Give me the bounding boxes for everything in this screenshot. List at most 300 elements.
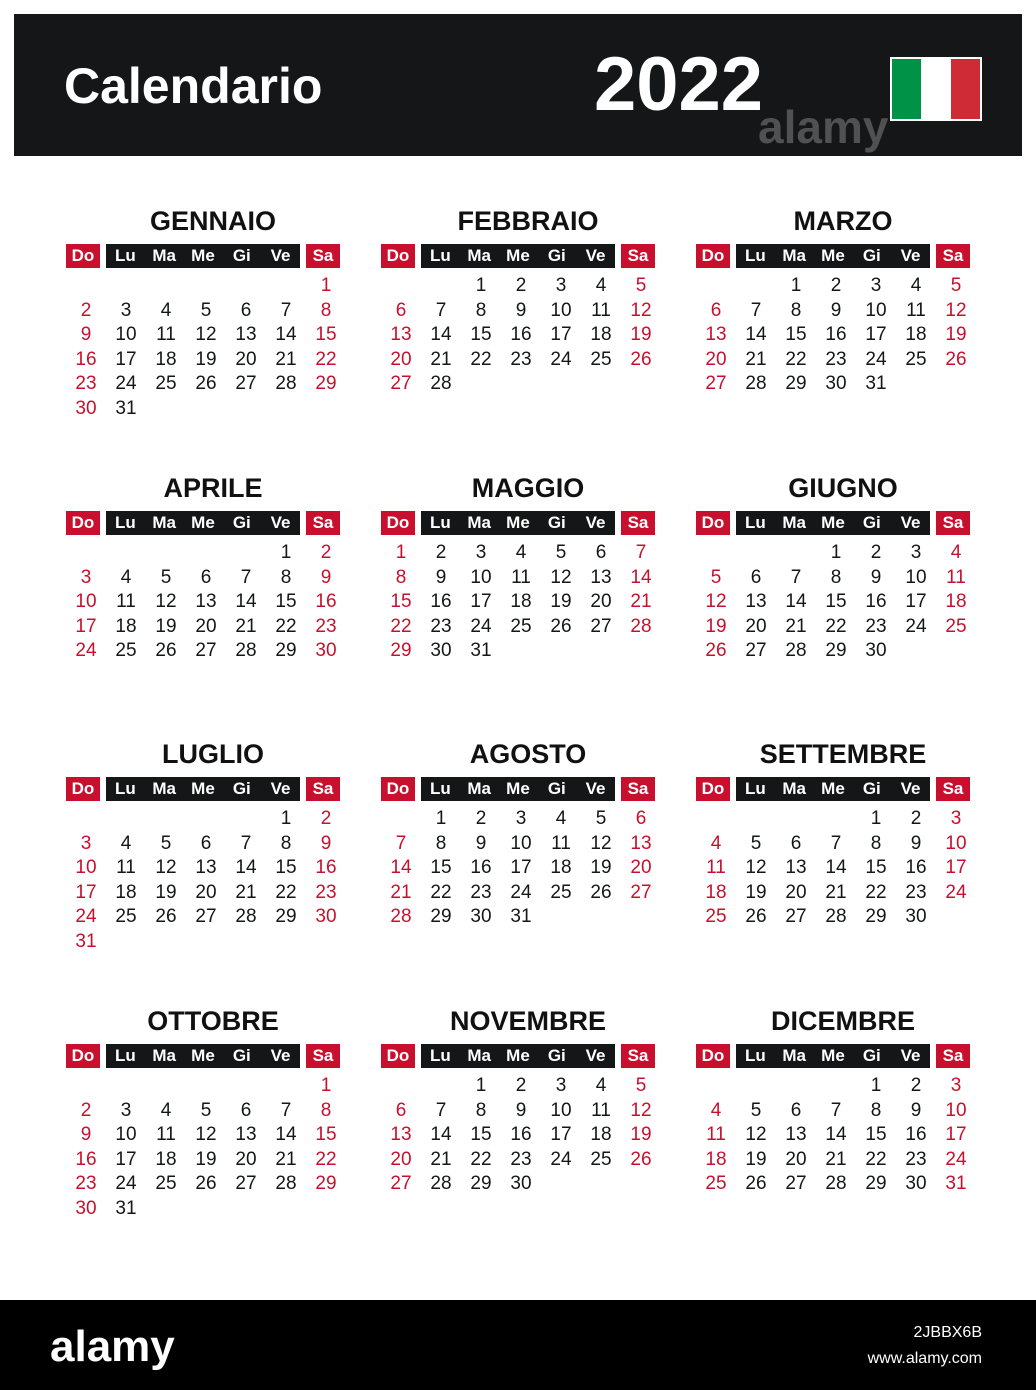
day-cell: 1 [395,542,407,563]
empty-day-cell [66,1074,106,1099]
weekday-label: Lu [430,246,451,265]
empty-day-cell [816,1074,856,1099]
day-cell: 30 [825,373,847,394]
day-cell: 5 [750,832,762,854]
day-cell: 23 [510,348,532,370]
day-cell: 24 [550,348,572,370]
day-cell: 2 [910,1075,922,1096]
day-cell: 12 [945,299,967,321]
day-cell: 14 [275,324,297,345]
day-cell: 16 [315,591,337,612]
day-cell: 1 [320,1075,332,1096]
day-cell: 5 [635,275,647,296]
day-cell: 23 [470,881,492,903]
weekday-label: Gi [862,779,881,798]
day-cell: 17 [945,857,967,878]
day-cell: 8 [870,1099,882,1121]
day-cell: 8 [790,299,802,321]
day-cell: 13 [195,857,217,878]
month-name: OTTOBRE [147,1006,279,1036]
empty-day-cell [186,274,226,299]
day-cell: 24 [905,615,927,637]
image-id: 2JBBX6B [913,1324,982,1341]
day-cell: 30 [430,640,452,661]
empty-day-cell [696,541,736,566]
weekday-group [421,511,615,535]
day-cell: 2 [435,542,447,563]
day-grid [381,274,659,397]
day-cell: 5 [200,299,212,321]
day-cell: 31 [115,1197,137,1219]
day-cell: 15 [470,1124,492,1145]
day-cell: 28 [275,373,297,394]
weekday-label: Ve [585,513,606,532]
day-cell: 26 [590,881,612,903]
month-name: FEBBRAIO [457,206,599,236]
day-cell: 21 [430,1148,452,1170]
day-cell: 18 [590,1124,612,1145]
weekday-label: Do [381,1044,415,1068]
day-cell: 24 [550,1148,572,1170]
day-cell: 6 [240,1099,252,1121]
day-cell: 8 [320,299,332,321]
day-cell: 12 [195,1124,217,1145]
day-cell: 14 [235,591,257,612]
weekday-label: Sa [621,511,655,535]
weekday-label: Lu [430,1046,451,1065]
month-block [696,739,974,930]
weekday-label: Do [381,244,415,268]
flag-green-stripe [892,59,921,119]
day-cell: 20 [235,348,257,370]
day-cell: 3 [515,808,527,829]
day-cell: 29 [470,1173,492,1194]
day-cell: 1 [280,808,292,829]
day-cell: 6 [240,299,252,321]
empty-day-cell [776,807,816,832]
flag-red-stripe [951,59,980,119]
day-cell: 18 [705,881,727,903]
weekday-label: Do [66,244,100,268]
calendar-year: 2022 [594,42,764,127]
day-cell: 7 [750,299,762,321]
empty-day-cell [186,807,226,832]
day-cell: 26 [155,906,177,927]
day-cell: 9 [910,1099,922,1121]
day-cell: 14 [235,857,257,878]
day-cell: 3 [910,542,922,563]
weekday-label: Gi [862,246,881,265]
day-cell: 1 [870,808,882,829]
empty-day-cell [696,274,736,299]
weekday-label: Me [191,513,215,532]
day-cell: 1 [320,275,332,296]
weekday-label: Lu [115,246,136,265]
day-cell: 27 [630,881,652,903]
day-cell: 4 [555,808,567,829]
weekday-label: Gi [547,513,566,532]
day-grid [696,541,974,664]
weekday-group [106,777,300,801]
weekday-label: Lu [745,246,766,265]
empty-day-cell [226,274,266,299]
day-cell: 26 [705,640,727,661]
day-cell: 19 [155,615,177,637]
day-cell: 14 [630,566,652,588]
day-cell: 9 [475,832,487,854]
day-cell: 11 [156,324,176,345]
day-cell: 4 [160,1099,172,1121]
weekday-label: Me [191,779,215,798]
day-cell: 8 [830,566,842,588]
day-grid [381,541,659,664]
day-cell: 19 [590,857,612,878]
day-cell: 10 [945,832,967,854]
weekday-label: Sa [936,777,970,801]
weekday-label: Do [66,511,100,535]
weekday-label: Me [506,513,530,532]
empty-day-cell [186,1074,226,1099]
day-cell: 21 [825,1148,847,1170]
weekday-header [66,777,344,801]
day-cell: 27 [390,1173,412,1194]
day-cell: 11 [706,857,726,878]
weekday-group [736,511,930,535]
weekday-label: Do [696,244,730,268]
day-cell: 3 [555,1075,567,1096]
day-cell: 19 [630,324,652,345]
day-cell: 15 [275,857,297,878]
weekday-label: Me [821,246,845,265]
day-cell: 9 [320,566,332,588]
weekday-label: Ve [900,246,921,265]
empty-day-cell [146,1074,186,1099]
weekday-label: Ve [900,779,921,798]
day-cell: 30 [315,906,337,927]
weekday-header [696,244,974,268]
day-cell: 24 [115,1173,137,1194]
day-cell: 30 [905,1173,927,1194]
day-cell: 3 [80,832,92,854]
day-cell: 22 [785,348,807,370]
month-name: MARZO [793,206,893,236]
day-cell: 1 [830,542,842,563]
weekday-group [106,244,300,268]
day-cell: 4 [595,1075,607,1096]
day-cell: 16 [75,1148,97,1170]
month-name: SETTEMBRE [759,739,927,769]
weekday-label: Do [381,511,415,535]
day-grid [381,1074,659,1197]
day-cell: 15 [315,1124,337,1145]
weekday-label: Ve [585,246,606,265]
day-cell: 25 [705,906,727,927]
day-cell: 18 [905,324,927,345]
day-cell: 24 [470,615,492,637]
day-cell: 29 [825,640,847,661]
day-grid [696,807,974,930]
day-cell: 11 [906,299,926,321]
day-cell: 7 [790,566,802,588]
day-cell: 4 [910,275,922,296]
day-cell: 7 [280,299,292,321]
day-cell: 19 [745,881,767,903]
day-cell: 8 [280,832,292,854]
day-cell: 22 [275,881,297,903]
weekday-label: Me [821,1046,845,1065]
day-cell: 8 [475,1099,487,1121]
day-cell: 30 [865,640,887,661]
day-cell: 23 [315,615,337,637]
day-cell: 23 [75,1173,97,1194]
day-cell: 18 [550,857,572,878]
day-cell: 4 [950,542,962,563]
weekday-label: Lu [430,513,451,532]
weekday-label: Lu [115,1046,136,1065]
day-cell: 10 [115,324,137,345]
weekday-label: Gi [232,1046,251,1065]
day-cell: 2 [475,808,487,829]
weekday-label: Ma [782,246,806,265]
weekday-group [736,777,930,801]
day-cell: 27 [705,373,727,394]
day-cell: 31 [945,1173,967,1194]
weekday-header [696,1044,974,1068]
weekday-label: Ve [270,513,291,532]
day-cell: 30 [470,906,492,927]
day-cell: 15 [315,324,337,345]
day-cell: 11 [591,299,611,321]
day-cell: 16 [510,324,532,345]
day-cell: 26 [945,348,967,370]
empty-day-cell [736,1074,776,1099]
day-cell: 10 [905,566,927,588]
stock-footer [0,1300,1036,1390]
weekday-label: Sa [936,244,970,268]
day-grid [66,274,344,421]
day-cell: 23 [905,1148,927,1170]
day-cell: 28 [430,1173,452,1194]
weekday-label: Do [66,1044,100,1068]
day-cell: 19 [155,881,177,903]
day-cell: 24 [510,881,532,903]
day-cell: 18 [115,881,137,903]
day-cell: 3 [475,542,487,563]
day-cell: 8 [320,1099,332,1121]
day-cell: 20 [705,348,727,370]
day-cell: 10 [865,299,887,321]
weekday-label: Lu [745,1046,766,1065]
day-cell: 18 [155,1148,177,1170]
day-cell: 7 [240,566,252,588]
empty-day-cell [146,274,186,299]
day-cell: 12 [195,324,217,345]
day-cell: 1 [435,808,447,829]
day-cell: 23 [865,615,887,637]
day-cell: 20 [235,1148,257,1170]
day-cell: 13 [630,832,652,854]
day-cell: 1 [790,275,802,296]
day-cell: 25 [905,348,927,370]
day-cell: 1 [475,1075,487,1096]
empty-day-cell [106,541,146,566]
image-credit [868,1320,982,1372]
day-cell: 2 [320,808,332,829]
day-cell: 22 [825,615,847,637]
weekday-header [381,511,659,535]
day-cell: 7 [635,542,647,563]
day-cell: 25 [115,906,137,927]
day-cell: 6 [200,566,212,588]
day-cell: 28 [630,615,652,637]
weekday-header [381,777,659,801]
weekday-label: Ve [585,1046,606,1065]
day-cell: 26 [745,1173,767,1194]
day-cell: 11 [116,591,136,612]
day-cell: 9 [910,832,922,854]
empty-day-cell [736,807,776,832]
empty-day-cell [226,541,266,566]
day-cell: 4 [160,299,172,321]
empty-day-cell [776,541,816,566]
day-cell: 19 [705,615,727,637]
day-cell: 26 [195,1173,217,1194]
weekday-label: Gi [232,513,251,532]
day-cell: 14 [785,591,807,612]
day-cell: 6 [200,832,212,854]
day-cell: 9 [830,299,842,321]
day-cell: 11 [511,566,531,588]
empty-day-cell [146,807,186,832]
day-cell: 4 [120,566,132,588]
weekday-label: Me [821,779,845,798]
day-cell: 23 [510,1148,532,1170]
day-cell: 16 [825,324,847,345]
day-cell: 25 [705,1173,727,1194]
day-cell: 4 [120,832,132,854]
weekday-label: Do [696,511,730,535]
weekday-label: Lu [115,779,136,798]
day-cell: 5 [950,275,962,296]
day-cell: 25 [590,1148,612,1170]
day-cell: 14 [430,1124,452,1145]
day-cell: 5 [200,1099,212,1121]
day-cell: 9 [320,832,332,854]
empty-day-cell [736,541,776,566]
empty-day-cell [381,1074,421,1099]
day-cell: 7 [830,1099,842,1121]
day-cell: 26 [630,348,652,370]
weekday-label: Gi [232,779,251,798]
day-cell: 7 [240,832,252,854]
day-grid [381,807,659,930]
day-cell: 10 [550,1099,572,1121]
day-cell: 9 [80,324,92,345]
day-cell: 19 [550,591,572,612]
day-cell: 12 [705,591,727,612]
day-cell: 23 [315,881,337,903]
day-cell: 15 [470,324,492,345]
day-cell: 31 [865,373,887,394]
day-cell: 6 [790,832,802,854]
day-cell: 19 [945,324,967,345]
weekday-label: Ma [782,513,806,532]
day-cell: 26 [630,1148,652,1170]
day-cell: 31 [510,906,532,927]
day-cell: 6 [595,542,607,563]
day-cell: 14 [390,857,412,878]
weekday-label: Ve [585,779,606,798]
day-cell: 8 [395,566,407,588]
day-cell: 21 [630,591,652,612]
empty-day-cell [776,1074,816,1099]
day-cell: 25 [510,615,532,637]
day-cell: 7 [830,832,842,854]
day-cell: 17 [115,1148,137,1170]
empty-day-cell [106,1074,146,1099]
day-cell: 17 [905,591,927,612]
day-cell: 12 [745,857,767,878]
alamy-logo: alamy [50,1322,175,1371]
day-cell: 16 [510,1124,532,1145]
weekday-label: Lu [115,513,136,532]
day-cell: 16 [905,1124,927,1145]
day-cell: 28 [785,640,807,661]
empty-day-cell [66,274,106,299]
day-cell: 20 [785,881,807,903]
day-cell: 19 [630,1124,652,1145]
day-cell: 21 [235,881,257,903]
day-cell: 10 [75,591,97,612]
day-grid [66,807,344,954]
weekday-label: Ve [270,779,291,798]
day-cell: 6 [710,299,722,321]
day-cell: 14 [745,324,767,345]
day-grid [66,1074,344,1221]
day-cell: 11 [946,566,966,588]
day-cell: 11 [706,1124,726,1145]
day-cell: 12 [550,566,572,588]
empty-day-cell [226,1074,266,1099]
weekday-label: Gi [232,246,251,265]
weekday-header [381,1044,659,1068]
empty-day-cell [736,274,776,299]
day-cell: 23 [75,373,97,394]
weekday-label: Me [191,246,215,265]
day-cell: 2 [830,275,842,296]
day-cell: 19 [745,1148,767,1170]
day-cell: 21 [235,615,257,637]
month-block [381,739,659,930]
day-cell: 16 [905,857,927,878]
day-cell: 2 [515,275,527,296]
empty-day-cell [66,541,106,566]
day-cell: 27 [195,906,217,927]
empty-day-cell [186,541,226,566]
day-grid [696,1074,974,1197]
day-grid [696,274,974,397]
day-cell: 25 [155,373,177,394]
empty-day-cell [696,807,736,832]
weekday-label: Sa [936,1044,970,1068]
day-cell: 23 [905,881,927,903]
empty-day-cell [66,807,106,832]
weekday-label: Sa [306,1044,340,1068]
day-cell: 20 [630,857,652,878]
day-cell: 30 [510,1173,532,1194]
day-cell: 17 [510,857,532,878]
day-cell: 10 [510,832,532,854]
